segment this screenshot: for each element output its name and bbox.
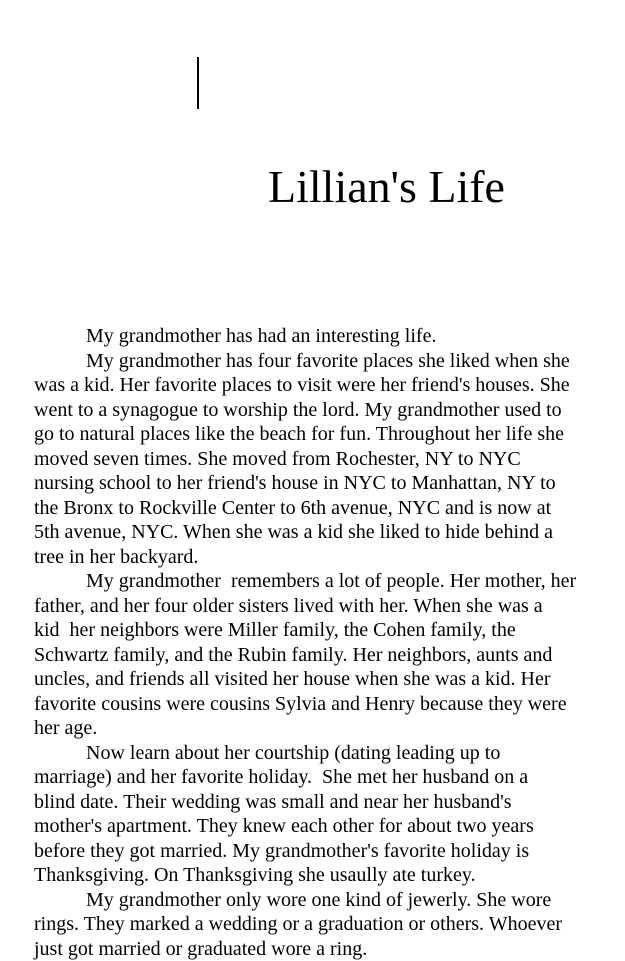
- document-page[interactable]: [0, 5, 625, 724]
- text-line: My grandmother has four favorite places she liked when she: [34, 349, 625, 374]
- text-line: My grandmother only wore one kind of jewerly. She wore: [34, 888, 625, 913]
- paragraph: [34, 324, 625, 349]
- document-title: Lillian's Life: [268, 161, 505, 212]
- text-line: Schwartz family, and the Rubin family. Her neighbors, aunts and: [34, 643, 625, 668]
- text-line: marriage) and her favorite holiday. She met her husband on a: [34, 765, 625, 790]
- text-line: blind date. Their wedding was small and near her husband's: [34, 790, 625, 815]
- text-line: the Bronx to Rockville Center to 6th avenue, NYC and is now at: [34, 496, 625, 521]
- text-line: favorite cousins were cousins Sylvia and Henry because they were: [34, 692, 625, 717]
- text-line: her age.: [34, 716, 625, 741]
- text-line: uncles, and friends all visited her house when she was a kid. Her: [34, 667, 625, 692]
- text-line: Thanksgiving. On Thanksgiving she usaully ate turkey.: [34, 863, 625, 888]
- text-line: rings. They marked a wedding or a graduation or others. Whoever: [34, 912, 625, 937]
- text-line: went to a synagogue to worship the lord. My grandmother used to: [34, 398, 625, 423]
- text-cursor: [197, 57, 199, 109]
- text-line: father, and her four older sisters lived with her. When she was a: [34, 594, 625, 619]
- text-line: nursing school to her friend's house in NYC to Manhattan, NY to: [34, 471, 625, 496]
- paragraph: [34, 888, 625, 961]
- text-line: My grandmother remembers a lot of people. Her mother, her: [34, 569, 625, 594]
- text-line: before they got married. My grandmother's favorite holiday is: [34, 839, 625, 864]
- text-line: My grandmother has had an interesting life.: [34, 324, 625, 349]
- document-title-row: [0, 5, 625, 317]
- paragraph: [34, 569, 625, 741]
- text-line: moved seven times. She moved from Rochester, NY to NYC: [34, 447, 625, 472]
- text-line: was a kid. Her favorite places to visit were her friend's houses. She: [34, 373, 625, 398]
- text-line: go to natural places like the beach for fun. Throughout her life she: [34, 422, 625, 447]
- paragraph: [34, 349, 625, 570]
- text-line: mother's apartment. They knew each other for about two years: [34, 814, 625, 839]
- text-line: kid her neighbors were Miller family, the Cohen family, the: [34, 618, 625, 643]
- paragraph: [34, 741, 625, 888]
- document-title-wrap: [199, 57, 505, 265]
- text-line: tree in her backyard.: [34, 545, 625, 570]
- text-line: Now learn about her courtship (dating leading up to: [34, 741, 625, 766]
- text-line: 5th avenue, NYC. When she was a kid she liked to hide behind a: [34, 520, 625, 545]
- text-line: just got married or graduated wore a ring.: [34, 937, 625, 961]
- document-body[interactable]: [0, 324, 625, 961]
